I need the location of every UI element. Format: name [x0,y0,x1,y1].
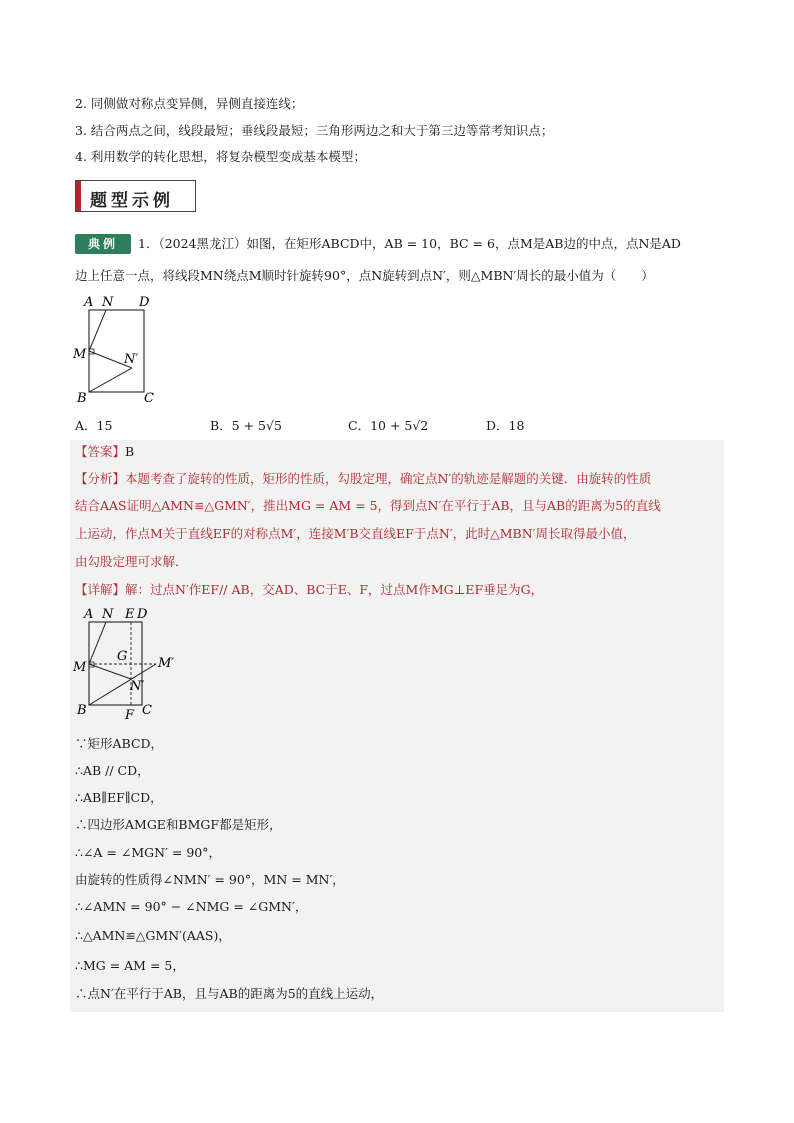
step-3: ∴AB∥EF∥CD， [75,790,163,805]
step-8: ∴△AMN≌△GMN′(AAS)， [75,928,231,943]
detail-line [75,582,543,598]
label-n: N [102,295,114,310]
analysis-line-1 [75,471,651,487]
step-5: ∴∠A = ∠MGN′ = 90°， [75,845,221,860]
analysis-line-3: 上运动，作点M关于直线EF的对称点M′，连接M′B交直线EF于点N′，此时△MBN′周长取得最小值， [75,526,636,541]
tip-4: 4. 利用数学的转化思想，将复杂模型变成基本模型； [75,149,366,164]
label-f: F [125,708,135,722]
step-1: ∵矩形ABCD， [75,736,164,751]
step-6: 由旋转的性质得∠NMN′ = 90°，MN = MN′， [75,872,345,887]
answer-tag: 【答案】 [75,444,126,459]
label-d: D [139,295,150,310]
step-9: ∴MG = AM = 5， [75,958,185,973]
option-d: D．18 [486,418,525,433]
answer-row [75,444,134,460]
label-g: G [117,649,128,664]
label-m-prime: M′ [158,656,175,671]
analysis-tag: 【分析】 [75,471,126,486]
step-4: ∴四边形AMGE和BMGF都是矩形， [75,817,282,832]
analysis-line-4: 由勾股定理可求解． [75,554,188,569]
label-m-2: M [73,660,87,675]
label-d-2: D [137,607,148,622]
option-b: B．5 + 5√5 [210,418,282,433]
label-b-2: B [77,703,87,718]
label-e: E [125,607,135,622]
step-7: ∴∠AMN = 90° − ∠NMG = ∠GMN′， [75,899,308,914]
label-m: M [73,347,87,362]
analysis-line-2: 结合AAS证明△AMN≌△GMN′，推出MG = AM = 5，得到点N′在平行于AB，且与AB的距离为5的直线 [75,498,661,513]
question-line-1: 1．（2024黑龙江）如图，在矩形ABCD中，AB = 10，BC = 6，点M是AB边的中点，点N是AD [138,236,681,251]
question-line-2: 边上任意一点，将线段MN绕点M顺时针旋转90°，点N旋转到点N′，则△MBN′周长的最小值为（ ） [75,268,654,283]
detail-tag: 【详解】 [75,582,126,597]
banner-accent-bar [76,181,81,211]
label-a-2: A [84,607,94,622]
label-c: C [144,391,154,404]
option-c: C．10 + 5√2 [348,418,429,433]
example-tag: 典例 [75,234,131,254]
figure-rectangle-abcd [72,292,162,404]
segment-mn-2 [89,622,106,664]
segment-mn2-2 [89,664,131,679]
figure-construction [72,604,192,722]
segment-bn2 [89,368,132,392]
step-10: ∴点N′在平行于AB，且与AB的距离为5的直线上运动， [75,986,384,1001]
label-b: B [77,391,87,404]
banner-title: 题型示例 [90,191,174,211]
section-banner [75,180,196,212]
label-c-2: C [142,703,152,718]
segment-bm2 [89,664,156,705]
tip-2: 2. 同侧做对称点变异侧，异侧直接连线； [75,96,304,111]
label-n-prime: N′ [124,352,139,367]
tip-3: 3. 结合两点之间，线段最短；垂线段最短；三角形两边之和大于第三边等常考知识点； [75,123,554,138]
segment-mn [89,310,106,351]
label-n-prime-2: N′ [130,679,145,694]
label-a: A [84,295,94,310]
analysis-text-1: 本题考查了旋转的性质，矩形的性质，勾股定理，确定点N′的轨迹是解题的关键．由旋转的性质 [125,471,652,486]
rect-abcd [89,310,144,392]
option-a: A．15 [75,418,113,433]
answer-value: B [125,444,135,459]
step-2: ∴AB // CD， [75,763,150,778]
label-n-2: N [102,607,114,622]
detail-intro: 解：过点N′作EF// AB，交AD、BC于E、F，过点M作MG⊥EF垂足为G， [125,582,544,597]
